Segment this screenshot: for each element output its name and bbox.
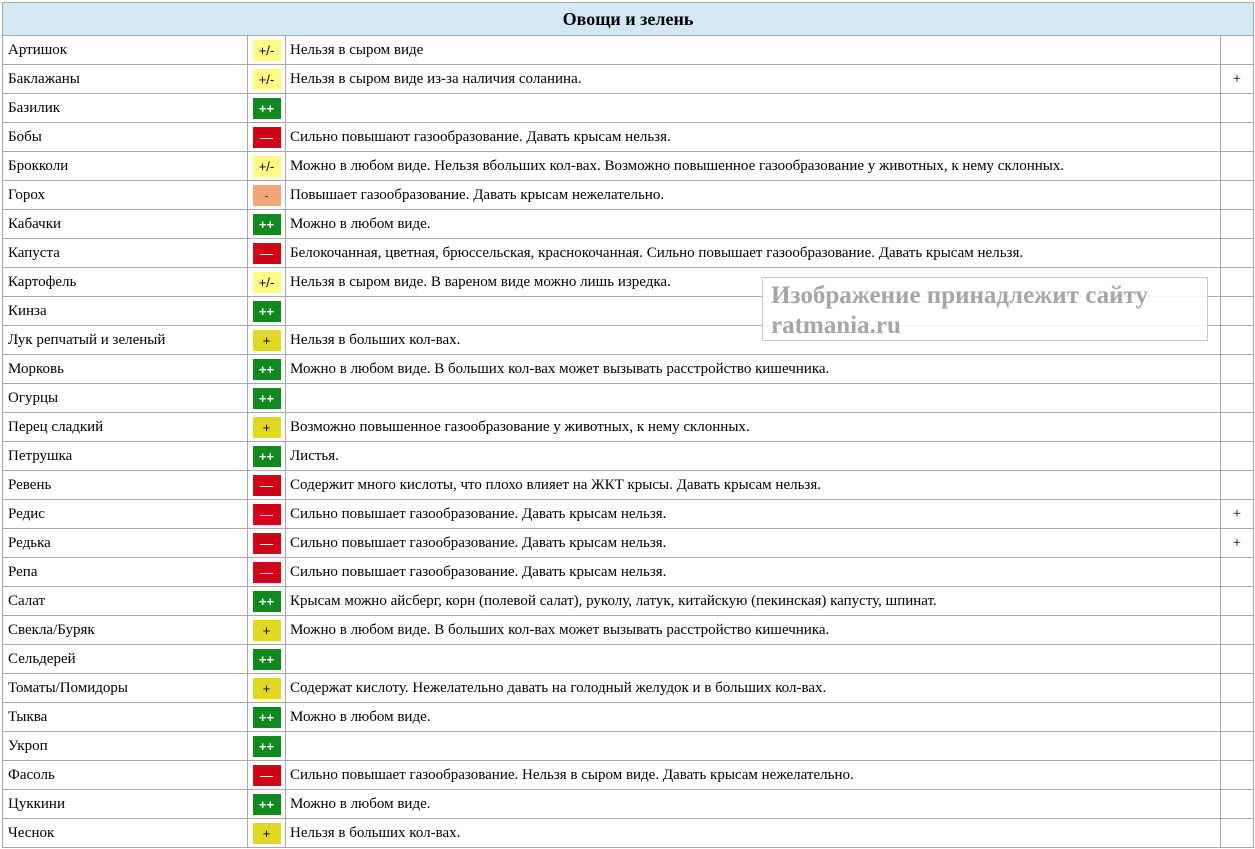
rating-cell <box>248 645 286 674</box>
table-row <box>3 790 1254 819</box>
rating-cell <box>248 210 286 239</box>
vegetable-note: Сильно повышают газообразование. Давать крысам нельзя. <box>286 123 1221 152</box>
extra-mark <box>1221 674 1254 703</box>
vegetable-note: Нельзя в больших кол-вах. <box>286 819 1221 848</box>
table-row <box>3 645 1254 674</box>
table-row <box>3 413 1254 442</box>
rating-cell <box>248 355 286 384</box>
rating-badge: ++ <box>253 649 281 670</box>
rating-badge: ++ <box>253 707 281 728</box>
rating-badge: ++ <box>253 388 281 409</box>
vegetable-name: Картофель <box>3 268 248 297</box>
vegetable-note: Сильно повышает газообразование. Давать крысам нельзя. <box>286 558 1221 587</box>
vegetable-note: Листья. <box>286 442 1221 471</box>
rating-cell <box>248 94 286 123</box>
extra-mark: + <box>1221 65 1254 94</box>
rating-badge: — <box>253 504 281 525</box>
rating-badge: ++ <box>253 446 281 467</box>
rating-cell <box>248 384 286 413</box>
vegetable-note <box>286 732 1221 761</box>
rating-cell <box>248 790 286 819</box>
vegetable-name: Редис <box>3 500 248 529</box>
rating-badge: ++ <box>253 214 281 235</box>
watermark <box>762 277 1208 341</box>
rating-cell <box>248 558 286 587</box>
vegetable-name: Капуста <box>3 239 248 268</box>
extra-mark <box>1221 616 1254 645</box>
rating-badge: — <box>253 127 281 148</box>
extra-mark <box>1221 790 1254 819</box>
rating-badge: + <box>253 330 281 351</box>
table-row <box>3 123 1254 152</box>
rating-badge: - <box>253 185 281 206</box>
extra-mark <box>1221 703 1254 732</box>
extra-mark <box>1221 268 1254 297</box>
rating-badge: +/- <box>253 272 281 293</box>
vegetable-note: Сильно повышает газообразование. Давать крысам нельзя. <box>286 529 1221 558</box>
rating-badge: + <box>253 823 281 844</box>
rating-cell <box>248 152 286 181</box>
table-row <box>3 674 1254 703</box>
vegetable-name: Артишок <box>3 36 248 65</box>
rating-badge: ++ <box>253 301 281 322</box>
rating-badge: +/- <box>253 40 281 61</box>
vegetables-table <box>2 2 1254 848</box>
table-row <box>3 471 1254 500</box>
table-row <box>3 210 1254 239</box>
table-row <box>3 732 1254 761</box>
vegetable-note: Возможно повышенное газообразование у животных, к нему склонных. <box>286 413 1221 442</box>
watermark-line-2: ratmania.ru <box>771 312 901 339</box>
vegetable-name: Горох <box>3 181 248 210</box>
rating-badge: ++ <box>253 359 281 380</box>
rating-cell <box>248 471 286 500</box>
vegetable-name: Редька <box>3 529 248 558</box>
table-row <box>3 500 1254 529</box>
table-row <box>3 558 1254 587</box>
vegetable-name: Ревень <box>3 471 248 500</box>
vegetable-note: Сильно повышает газообразование. Нельзя в сыром виде. Давать крысам нежелательно. <box>286 761 1221 790</box>
vegetable-name: Брокколи <box>3 152 248 181</box>
rating-badge: — <box>253 243 281 264</box>
vegetable-note: Можно в любом виде. Нельзя вбольших кол-вах. Возможно повышенное газообразование у животных, к нему склонных. <box>286 152 1221 181</box>
table-row <box>3 152 1254 181</box>
extra-mark <box>1221 645 1254 674</box>
rating-cell <box>248 297 286 326</box>
extra-mark: + <box>1221 500 1254 529</box>
vegetable-note: Можно в любом виде. <box>286 790 1221 819</box>
table-row <box>3 239 1254 268</box>
vegetable-note <box>286 94 1221 123</box>
rating-badge: — <box>253 562 281 583</box>
vegetable-note: Нельзя в сыром виде. В вареном виде можно лишь изредка. <box>286 268 1221 297</box>
extra-mark: + <box>1221 529 1254 558</box>
extra-mark <box>1221 152 1254 181</box>
vegetable-name: Лук репчатый и зеленый <box>3 326 248 355</box>
vegetable-name: Бобы <box>3 123 248 152</box>
extra-mark <box>1221 355 1254 384</box>
vegetable-note: Сильно повышает газообразование. Давать крысам нельзя. <box>286 500 1221 529</box>
vegetable-name: Базилик <box>3 94 248 123</box>
vegetable-name: Цуккини <box>3 790 248 819</box>
extra-mark <box>1221 558 1254 587</box>
rating-cell <box>248 65 286 94</box>
vegetable-name: Баклажаны <box>3 65 248 94</box>
table-row <box>3 616 1254 645</box>
vegetable-note: Нельзя в больших кол-вах. <box>286 326 1221 355</box>
extra-mark <box>1221 761 1254 790</box>
rating-badge: ++ <box>253 98 281 119</box>
vegetable-name: Петрушка <box>3 442 248 471</box>
extra-mark <box>1221 587 1254 616</box>
rating-cell <box>248 616 286 645</box>
vegetable-note: Можно в любом виде. <box>286 703 1221 732</box>
vegetable-name: Фасоль <box>3 761 248 790</box>
vegetable-name: Кинза <box>3 297 248 326</box>
rating-cell <box>248 761 286 790</box>
table-row <box>3 819 1254 848</box>
rating-cell <box>248 442 286 471</box>
vegetable-name: Перец сладкий <box>3 413 248 442</box>
rating-badge: +/- <box>253 156 281 177</box>
table-body <box>3 36 1254 848</box>
vegetable-note <box>286 645 1221 674</box>
extra-mark <box>1221 819 1254 848</box>
vegetable-note: Содержит много кислоты, что плохо влияет на ЖКТ крысы. Давать крысам нельзя. <box>286 471 1221 500</box>
rating-badge: — <box>253 533 281 554</box>
table-row <box>3 587 1254 616</box>
extra-mark <box>1221 210 1254 239</box>
vegetable-name: Укроп <box>3 732 248 761</box>
rating-badge: + <box>253 678 281 699</box>
table-row <box>3 355 1254 384</box>
rating-badge: ++ <box>253 736 281 757</box>
vegetable-name: Чеснок <box>3 819 248 848</box>
vegetable-note: Можно в любом виде. <box>286 210 1221 239</box>
vegetable-name: Сельдерей <box>3 645 248 674</box>
extra-mark <box>1221 732 1254 761</box>
vegetable-note: Крысам можно айсберг, корн (полевой салат), руколу, латук, китайскую (пекинская) капусту, шпинат. <box>286 587 1221 616</box>
extra-mark <box>1221 442 1254 471</box>
extra-mark <box>1221 94 1254 123</box>
rating-cell <box>248 703 286 732</box>
vegetable-name: Репа <box>3 558 248 587</box>
vegetable-name: Свекла/Буряк <box>3 616 248 645</box>
rating-badge: +/- <box>253 69 281 90</box>
vegetable-name: Кабачки <box>3 210 248 239</box>
rating-cell <box>248 732 286 761</box>
rating-badge: + <box>253 620 281 641</box>
table-row <box>3 181 1254 210</box>
rating-cell <box>248 529 286 558</box>
rating-cell <box>248 239 286 268</box>
table-row <box>3 65 1254 94</box>
extra-mark <box>1221 384 1254 413</box>
table-row <box>3 94 1254 123</box>
vegetable-name: Томаты/Помидоры <box>3 674 248 703</box>
table-row <box>3 442 1254 471</box>
rating-cell <box>248 36 286 65</box>
extra-mark <box>1221 123 1254 152</box>
table-header-row <box>3 3 1254 36</box>
extra-mark <box>1221 326 1254 355</box>
vegetable-note <box>286 384 1221 413</box>
rating-cell <box>248 413 286 442</box>
vegetable-note: Можно в любом виде. В больших кол-вах может вызывать расстройство кишечника. <box>286 616 1221 645</box>
extra-mark <box>1221 239 1254 268</box>
rating-cell <box>248 500 286 529</box>
vegetable-note: Содержат кислоту. Нежелательно давать на голодный желудок и в больших кол-вах. <box>286 674 1221 703</box>
table-row <box>3 529 1254 558</box>
vegetable-note: Белокочанная, цветная, брюссельская, краснокочанная. Сильно повышает газообразование. Давать крысам нельзя. <box>286 239 1221 268</box>
vegetable-name: Морковь <box>3 355 248 384</box>
rating-cell <box>248 326 286 355</box>
rating-badge: — <box>253 475 281 496</box>
table-row <box>3 384 1254 413</box>
vegetable-note: Повышает газообразование. Давать крысам нежелательно. <box>286 181 1221 210</box>
rating-cell <box>248 674 286 703</box>
rating-badge: + <box>253 417 281 438</box>
rating-badge: — <box>253 765 281 786</box>
extra-mark <box>1221 181 1254 210</box>
vegetable-note: Нельзя в сыром виде из-за наличия соланина. <box>286 65 1221 94</box>
table-row <box>3 36 1254 65</box>
vegetable-name: Салат <box>3 587 248 616</box>
vegetable-note: Нельзя в сыром виде <box>286 36 1221 65</box>
rating-badge: ++ <box>253 794 281 815</box>
rating-badge: ++ <box>253 591 281 612</box>
rating-cell <box>248 123 286 152</box>
extra-mark <box>1221 413 1254 442</box>
rating-cell <box>248 819 286 848</box>
rating-cell <box>248 181 286 210</box>
vegetable-name: Огурцы <box>3 384 248 413</box>
extra-mark <box>1221 297 1254 326</box>
table-row <box>3 761 1254 790</box>
table-row <box>3 703 1254 732</box>
table-title: Овощи и зелень <box>3 3 1254 36</box>
vegetable-note: Можно в любом виде. В больших кол-вах может вызывать расстройство кишечника. <box>286 355 1221 384</box>
extra-mark <box>1221 36 1254 65</box>
extra-mark <box>1221 471 1254 500</box>
rating-cell <box>248 587 286 616</box>
rating-cell <box>248 268 286 297</box>
watermark-line-1: Изображение принадлежит сайту <box>771 282 1149 309</box>
vegetable-name: Тыква <box>3 703 248 732</box>
